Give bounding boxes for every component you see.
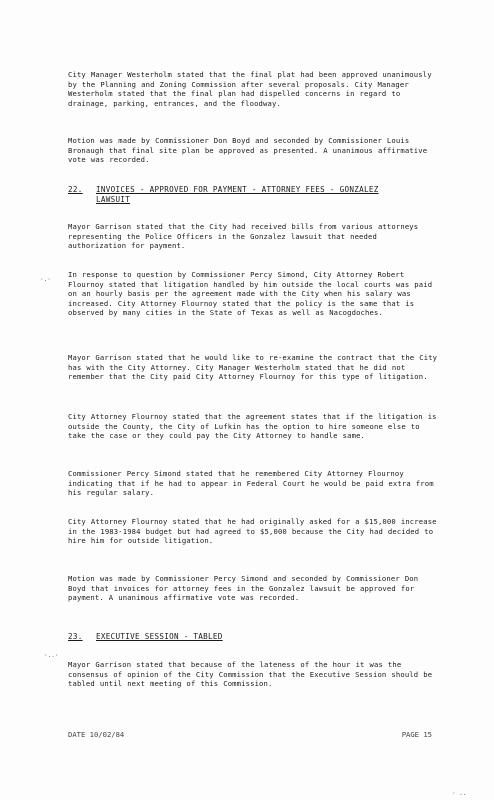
paragraph-executive-session: Mayor Garrison stated that because of the lateness of the hour it was the consensus of opinion of the City Commission that the Executive Session should be tabled until next meeting of this Commission. [68,660,433,689]
heading-title: EXECUTIVE SESSION - TABLED [96,632,223,641]
paragraph-bills-received: Mayor Garrison stated that the City had received bills from various attorneys representing the Police Officers in the Gonzalez lawsuit that needed authorization for payment. [68,222,419,251]
paragraph-agreement-terms: City Attorney Flournoy stated that the agreement states that if the litigation is outside the County, the City of Lufkin has the option to hire someone else to take the case or they could pay the City Attorney to handle same. [68,412,437,441]
paragraph-federal-court: Commissioner Percy Simond stated that he remembered City Attorney Flournoy indicating that if he had to appear in Federal Court he would be paid extra from his regular salary. [68,469,434,498]
paragraph-final-plat: City Manager Westerholm stated that the final plat had been approved unanimously by the Planning and Zoning Commission after several proposals. City Manager Westerholm stated that the final plan had dispelled concerns in regard to drainage, parking, entrances, and the floodway. [68,70,432,108]
margin-mark: ·.· [40,276,51,283]
footer-page-number: PAGE 15 [401,730,432,739]
heading-number: 22. [68,185,83,194]
paragraph-motion-invoices: Motion was made by Commissioner Percy Simond and seconded by Commissioner Don Boyd that invoices for attorney fees in the Gonzalez lawsuit be approved for payment. A unanimous affirmative vote was recorded. [68,574,419,603]
heading-number: 23. [68,632,83,641]
margin-mark: ·..· [44,652,59,659]
heading-item-22 [68,185,448,204]
heading-title: INVOICES - APPROVED FOR PAYMENT - ATTORNEY FEES - GONZALEZ [96,185,379,194]
footer-date: DATE 10/02/84 [68,730,125,739]
paragraph-flournoy-hourly: In response to question by Commissioner Percy Simond, City Attorney Robert Flournoy stated that litigation handled by him outside the local courts was paid on an hourly basis per the agreement made with the City when his salary was increased. City Attorney Flournoy stated that the policy is the same that is observed by many cities in the State of Texas as well as Nacogdoches. [68,270,433,318]
paragraph-salary-increase: City Attorney Flournoy stated that he had originally asked for a $15,000 increase in the 1983-1984 budget but had agreed to $5,000 because the City had decided to hire him for outside litigation. [68,517,437,546]
paragraph-reexamine-contract: Mayor Garrison stated that he would like to re-examine the contract that the City has with the City Attorney. City Manager Westerholm stated that he did not remember that the City paid City Attorney Flournoy for this type of litigation. [68,353,438,382]
heading-continuation: LAWSUIT [96,194,131,204]
paragraph-motion-site-plan: Motion was made by Commissioner Don Boyd and seconded by Commissioner Louis Bronaugh that final site plan be approved as presented. A unanimous affirmative vote was recorded. [68,136,428,165]
heading-item-23 [68,632,448,642]
margin-mark: · .. [452,790,467,797]
